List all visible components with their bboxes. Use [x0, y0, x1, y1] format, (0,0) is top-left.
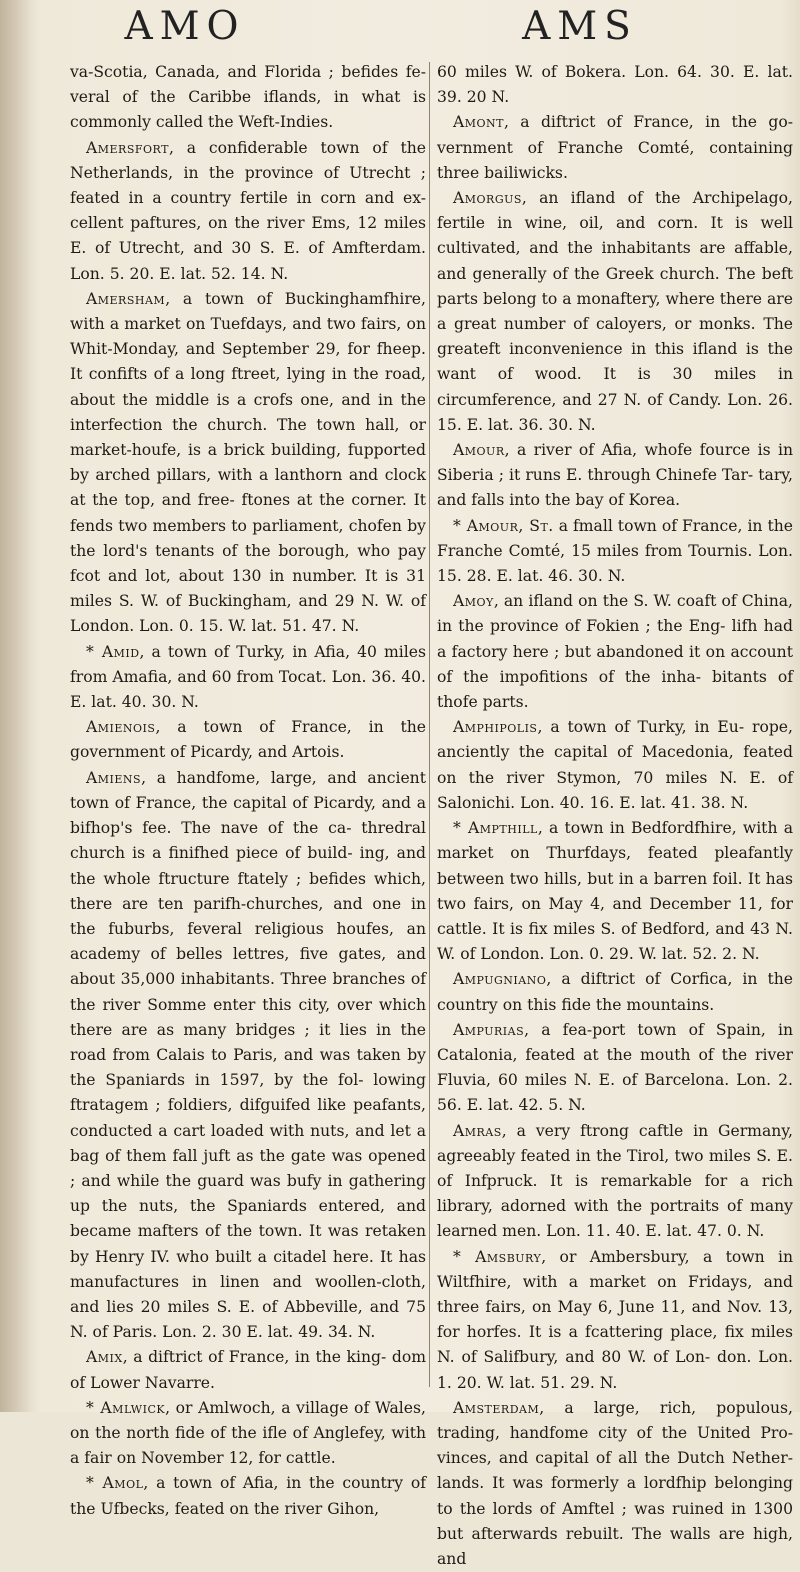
- entry-text: , or Ambersbury, a town in Wiltfhire, with a market on Fridays, and three fairs, on May 6, June 11, and Nov. 13, for horfes. It is a fcattering place, fix miles N. of Salifbury, and 80 W. of Lon- don. Lon. 1. 20. W. lat. 51. 29. N.: [437, 1247, 793, 1392]
- dictionary-entry: [437, 514, 793, 590]
- entry-headword: * Amlwick: [86, 1398, 166, 1417]
- dictionary-entry: [437, 1245, 793, 1396]
- right-column: [437, 60, 793, 1572]
- dictionary-entry: [437, 1119, 793, 1245]
- dictionary-entry: [437, 1018, 793, 1119]
- dictionary-entry: [70, 1471, 426, 1521]
- entry-headword: Amont: [453, 113, 505, 132]
- dictionary-entry: [437, 589, 793, 715]
- entry-text: , or Amlwoch, a village of Wales, on the north fide of the ifle of Anglefey, with a fair on November 12, for cattle.: [70, 1398, 426, 1468]
- entry-text: , a town of Afia, in the country of the Ufbecks, feated on the river Gihon,: [70, 1474, 426, 1518]
- entry-headword: Amiens: [86, 768, 142, 787]
- entry-text: , a town of Turky, in Eu- rope, anciently the capital of Macedonia, feated on the river Stymon, 70 miles N. E. of Salonichi. Lon. 40. 16. E. lat. 41. 38. N.: [437, 718, 793, 812]
- left-column: [70, 60, 426, 1522]
- entry-headword: Amersham: [86, 289, 166, 308]
- entry-headword: Amersfort: [86, 138, 169, 157]
- entry-text: , a confiderable town of the Netherlands, in the province of Utrecht ; feated in a country fertile in corn and ex- cellent paftures, on the river Ems, 12 miles E. of Utrecht, and 30 S. E. of Amfterdam. Lon. 5. 20. E. lat. 52. 14. N.: [70, 138, 426, 283]
- entry-text: , a town in Bedfordfhire, with a market on Thurfdays, feated pleafantly between two hills, but in a barren foil. It has two fairs, on May 4, and December 11, for cattle. It is fix miles S. of Bedford, and 43 N. W. of London. Lon. 0. 29. W. lat. 52. 2. N.: [437, 819, 793, 964]
- entry-text: , a town of Turky, in Afia, 40 miles from Amafia, and 60 from Tocat. Lon. 36. 40. E. lat. 40. 30. N.: [70, 642, 426, 712]
- entry-headword: Amsterdam: [453, 1398, 540, 1417]
- entry-text: , a very ftrong caftle in Germany, agreeably feated in the Tirol, two miles S. E. of Infpruck. It is remarkable for a rich library, adorned with the portraits of many learned men. Lon. 11. 40. E. lat. 47. 0. N.: [437, 1121, 793, 1241]
- entry-headword: * Amsbury: [453, 1247, 542, 1266]
- entry-text: , a fea-port town of Spain, in Catalonia, feated at the mouth of the river Fluvia, 60 miles N. E. of Barcelona. Lon. 2. 56. E. lat. 42. 5. N.: [437, 1020, 793, 1115]
- dictionary-entry: [437, 967, 793, 1017]
- entry-headword: Amras: [453, 1121, 502, 1140]
- entry-headword: Amix: [86, 1348, 123, 1367]
- dictionary-entry: [437, 60, 793, 110]
- entry-headword: Amienois: [86, 718, 156, 737]
- entry-text: , an ifland of the Archipelago, fertile in wine, oil, and corn. It is well cultivated, and the inhabitants are affable, and generally of the Greek church. The beft parts belong to a monaftery, where there are a great number of caloyers, or monks. The greateft inconvenience in this ifland is the want of wood. It is 30 miles in circumference, and 27 N. of Candy. Lon. 26. 15. E. lat. 36. 30. N.: [437, 189, 793, 434]
- dictionary-entry: [70, 640, 426, 716]
- entry-text: , a handfome, large, and ancient town of France, the capital of Picardy, and a bifhop's fee. The nave of the ca- thredral church is a finifhed piece of build- ing, and the whole ftructure ftately ; befides which, there are ten parifh-churches, and one in the fuburbs, feveral religious houfes, an academy of belles lettres, five gates, and about 35,000 inhabitants. Three branches of the river Somme enter this city, over which there are as many bridges ; it lies in the road from Calais to Paris, and was taken by the Spaniards in 1597, by the fol- lowing ftratagem ; foldiers, difguifed like peafants, conducted a cart loaded with nuts, and let a bag of them fall juft as the gate was opened ; and while the guard was bufy in gathering up the nuts, the Spaniards entered, and became mafters of the town. It was retaken by Henry IV. who built a citadel here. It has manufactures in linen and woollen-cloth, and lies 20 miles S. E. of Abbeville, and 75 N. of Paris. Lon. 2. 30 E. lat. 49. 34. N.: [70, 768, 426, 1342]
- entry-text: , an ifland on the S. W. coaft of China, in the province of Fokien ; the Eng- lifh had a factory here ; but abandoned it on account of the impofitions of the inha- bitants of thofe parts.: [437, 592, 793, 712]
- entry-text: , a diftrict of Corfica, in the country on this fide the mountains.: [437, 970, 793, 1014]
- column-divider: [429, 62, 430, 1387]
- entry-text: , a town of Buckinghamfhire, with a market on Tuefdays, and two fairs, on Whit-Monday, and September 29, for fheep. It confifts of a long ftreet, lying in the road, about the middle is a crofs one, and in the interfection the church. The town hall, or market-houfe, is a brick building, fupported by arched pillars, with a lanthorn and clock at the top, and free- ftones at the corner. It fends two members to parliament, chofen by the lord's tenants of the borough, who pay fcot and lot, about 130 in number. It is 31 miles S. W. of Buckingham, and 29 N. W. of London. Lon. 0. 15. W. lat. 51. 47. N.: [70, 289, 426, 636]
- entry-text: 60 miles W. of Bokera. Lon. 64. 30. E. lat. 39. 20 N.: [437, 63, 793, 107]
- entry-text: va-Scotia, Canada, and Florida ; befides fe- veral of the Caribbe iflands, in what is commonly called the Weft-Indies.: [70, 63, 426, 132]
- dictionary-entry: [437, 438, 793, 514]
- entry-text: , a large, rich, populous, trading, handfome city of the United Pro- vinces, and capital of all the Dutch Nether- lands. It was formerly a lordfhip belonging to the lords of Amftel ; was ruined in 1300 but afterwards rebuilt. The walls are high, and: [437, 1398, 793, 1568]
- dictionary-entry: [70, 136, 426, 287]
- entry-text: , a town of France, in the government of Picardy, and Artois.: [70, 718, 426, 762]
- entry-headword: Amour: [453, 441, 505, 460]
- entry-headword: Amorgus: [453, 189, 522, 208]
- dictionary-entry: [70, 1345, 426, 1395]
- dictionary-entry: [70, 60, 426, 136]
- entry-text: , a river of Afia, whofe fource is in Siberia ; it runs E. through Chinefe Tar- tary, and falls into the bay of Korea.: [437, 441, 793, 510]
- dictionary-entry: [437, 110, 793, 186]
- dictionary-entry: [437, 1396, 793, 1572]
- entry-headword: * Amour, St.: [453, 516, 554, 535]
- entry-text: , a diftrict of France, in the go- vernment of Franche Comté, containing three bailiwicks.: [437, 113, 793, 182]
- entry-headword: Ampugniano: [453, 970, 547, 989]
- entry-text: a fmall town of France, in the Franche Comté, 15 miles from Tournis. Lon. 15. 28. E. lat. 46. 30. N.: [437, 516, 793, 586]
- dictionary-entry: [437, 816, 793, 967]
- dictionary-entry: [70, 287, 426, 640]
- entry-headword: * Amid: [86, 642, 140, 661]
- page-gutter-shadow: [0, 0, 40, 1412]
- dictionary-entry: [437, 715, 793, 816]
- dictionary-entry: [70, 715, 426, 765]
- entry-headword: Amphipolis: [453, 718, 538, 737]
- entry-headword: * Amol: [86, 1474, 144, 1493]
- dictionary-entry: [437, 186, 793, 438]
- entry-headword: * Ampthill: [453, 819, 538, 838]
- running-head-right: AMS: [522, 4, 638, 49]
- dictionary-entry: [70, 766, 426, 1346]
- running-head-left: AMO: [124, 4, 246, 49]
- entry-headword: Amoy: [453, 592, 494, 611]
- entry-headword: Ampurias: [453, 1020, 525, 1039]
- dictionary-entry: [70, 1396, 426, 1472]
- entry-text: , a diftrict of France, in the king- dom of Lower Navarre.: [70, 1348, 426, 1392]
